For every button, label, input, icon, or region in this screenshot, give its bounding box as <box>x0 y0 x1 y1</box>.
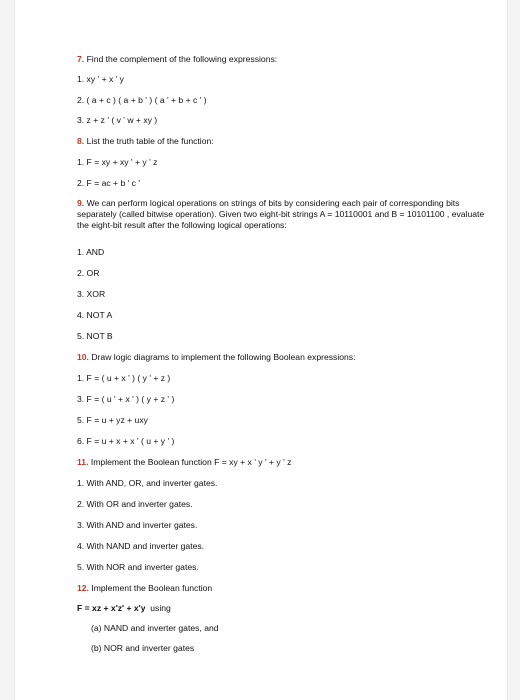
question-12-number: 12. <box>77 583 89 593</box>
question-10-item-5: 5. F = u + yz + uxy <box>77 415 148 425</box>
question-9-item-2: 2. OR <box>77 268 100 278</box>
question-7-number: 7. <box>77 54 85 64</box>
question-8-title: List the truth table of the function: <box>86 136 214 146</box>
document-page <box>14 0 508 700</box>
question-12-item-b: (b) NOR and inverter gates <box>91 643 195 653</box>
question-9-paragraph <box>77 198 489 231</box>
question-10-item-3: 3. F = ( u ' + x ' ) ( y + z ' ) <box>77 394 175 404</box>
question-10-title: Draw logic diagrams to implement the following Boolean expressions: <box>91 352 356 362</box>
question-11-item-1: 1. With AND, OR, and inverter gates. <box>77 478 218 488</box>
question-7-item-1: 1. xy ' + x ' y <box>77 74 124 84</box>
question-12-expression-line <box>77 603 171 614</box>
question-10-heading <box>77 352 356 363</box>
question-9-item-4: 4. NOT A <box>77 310 113 320</box>
question-7-item-3: 3. z + z ' ( v ' w + xy ) <box>77 115 158 125</box>
question-11-item-2: 2. With OR and inverter gates. <box>77 499 193 509</box>
question-12-item-a: (a) NAND and inverter gates, and <box>91 623 219 633</box>
question-10-item-6: 6. F = u + x + x ' ( u + y ' ) <box>77 436 175 446</box>
question-9-text: We can perform logical operations on strings of bits by considering each pair of corresponding bits separately (called bitwise operation). Given two eight-bit strings A = 10110001 and B = 10101100 , evaluate the eight-bit result after the following logical operations: <box>77 198 485 230</box>
question-7-heading <box>77 54 277 65</box>
question-9-number: 9. <box>77 198 85 208</box>
question-11-item-4: 4. With NAND and inverter gates. <box>77 541 205 551</box>
question-11-item-5: 5. With NOR and inverter gates. <box>77 562 199 572</box>
question-11-item-3: 3. With AND and inverter gates. <box>77 520 198 530</box>
question-12-expression: F = xz + x'z' + x'y <box>77 603 146 613</box>
question-11-number: 11. <box>77 457 89 467</box>
question-7-title: Find the complement of the following expressions: <box>86 54 278 64</box>
question-12-heading <box>77 583 212 594</box>
question-12-using: using <box>150 603 171 613</box>
question-9-item-5: 5. NOT B <box>77 331 113 341</box>
question-8-number: 8. <box>77 136 85 146</box>
question-8-item-1: 1. F = xy + xy ' + y ' z <box>77 157 158 167</box>
question-9-item-1: 1. AND <box>77 247 105 257</box>
question-9-item-3: 3. XOR <box>77 289 106 299</box>
question-11-heading <box>77 457 291 468</box>
question-10-number: 10. <box>77 352 89 362</box>
question-8-item-2: 2. F = ac + b ' c ' <box>77 178 140 188</box>
question-10-item-1: 1. F = ( u + x ' ) ( y ' + z ) <box>77 373 171 383</box>
question-8-heading <box>77 136 214 147</box>
question-7-item-2: 2. ( a + c ) ( a + b ' ) ( a ' + b + c ' ) <box>77 95 207 105</box>
question-12-title: Implement the Boolean function <box>91 583 213 593</box>
question-11-title: Implement the Boolean function F = xy + x ' y ' + y ' z <box>90 457 292 467</box>
